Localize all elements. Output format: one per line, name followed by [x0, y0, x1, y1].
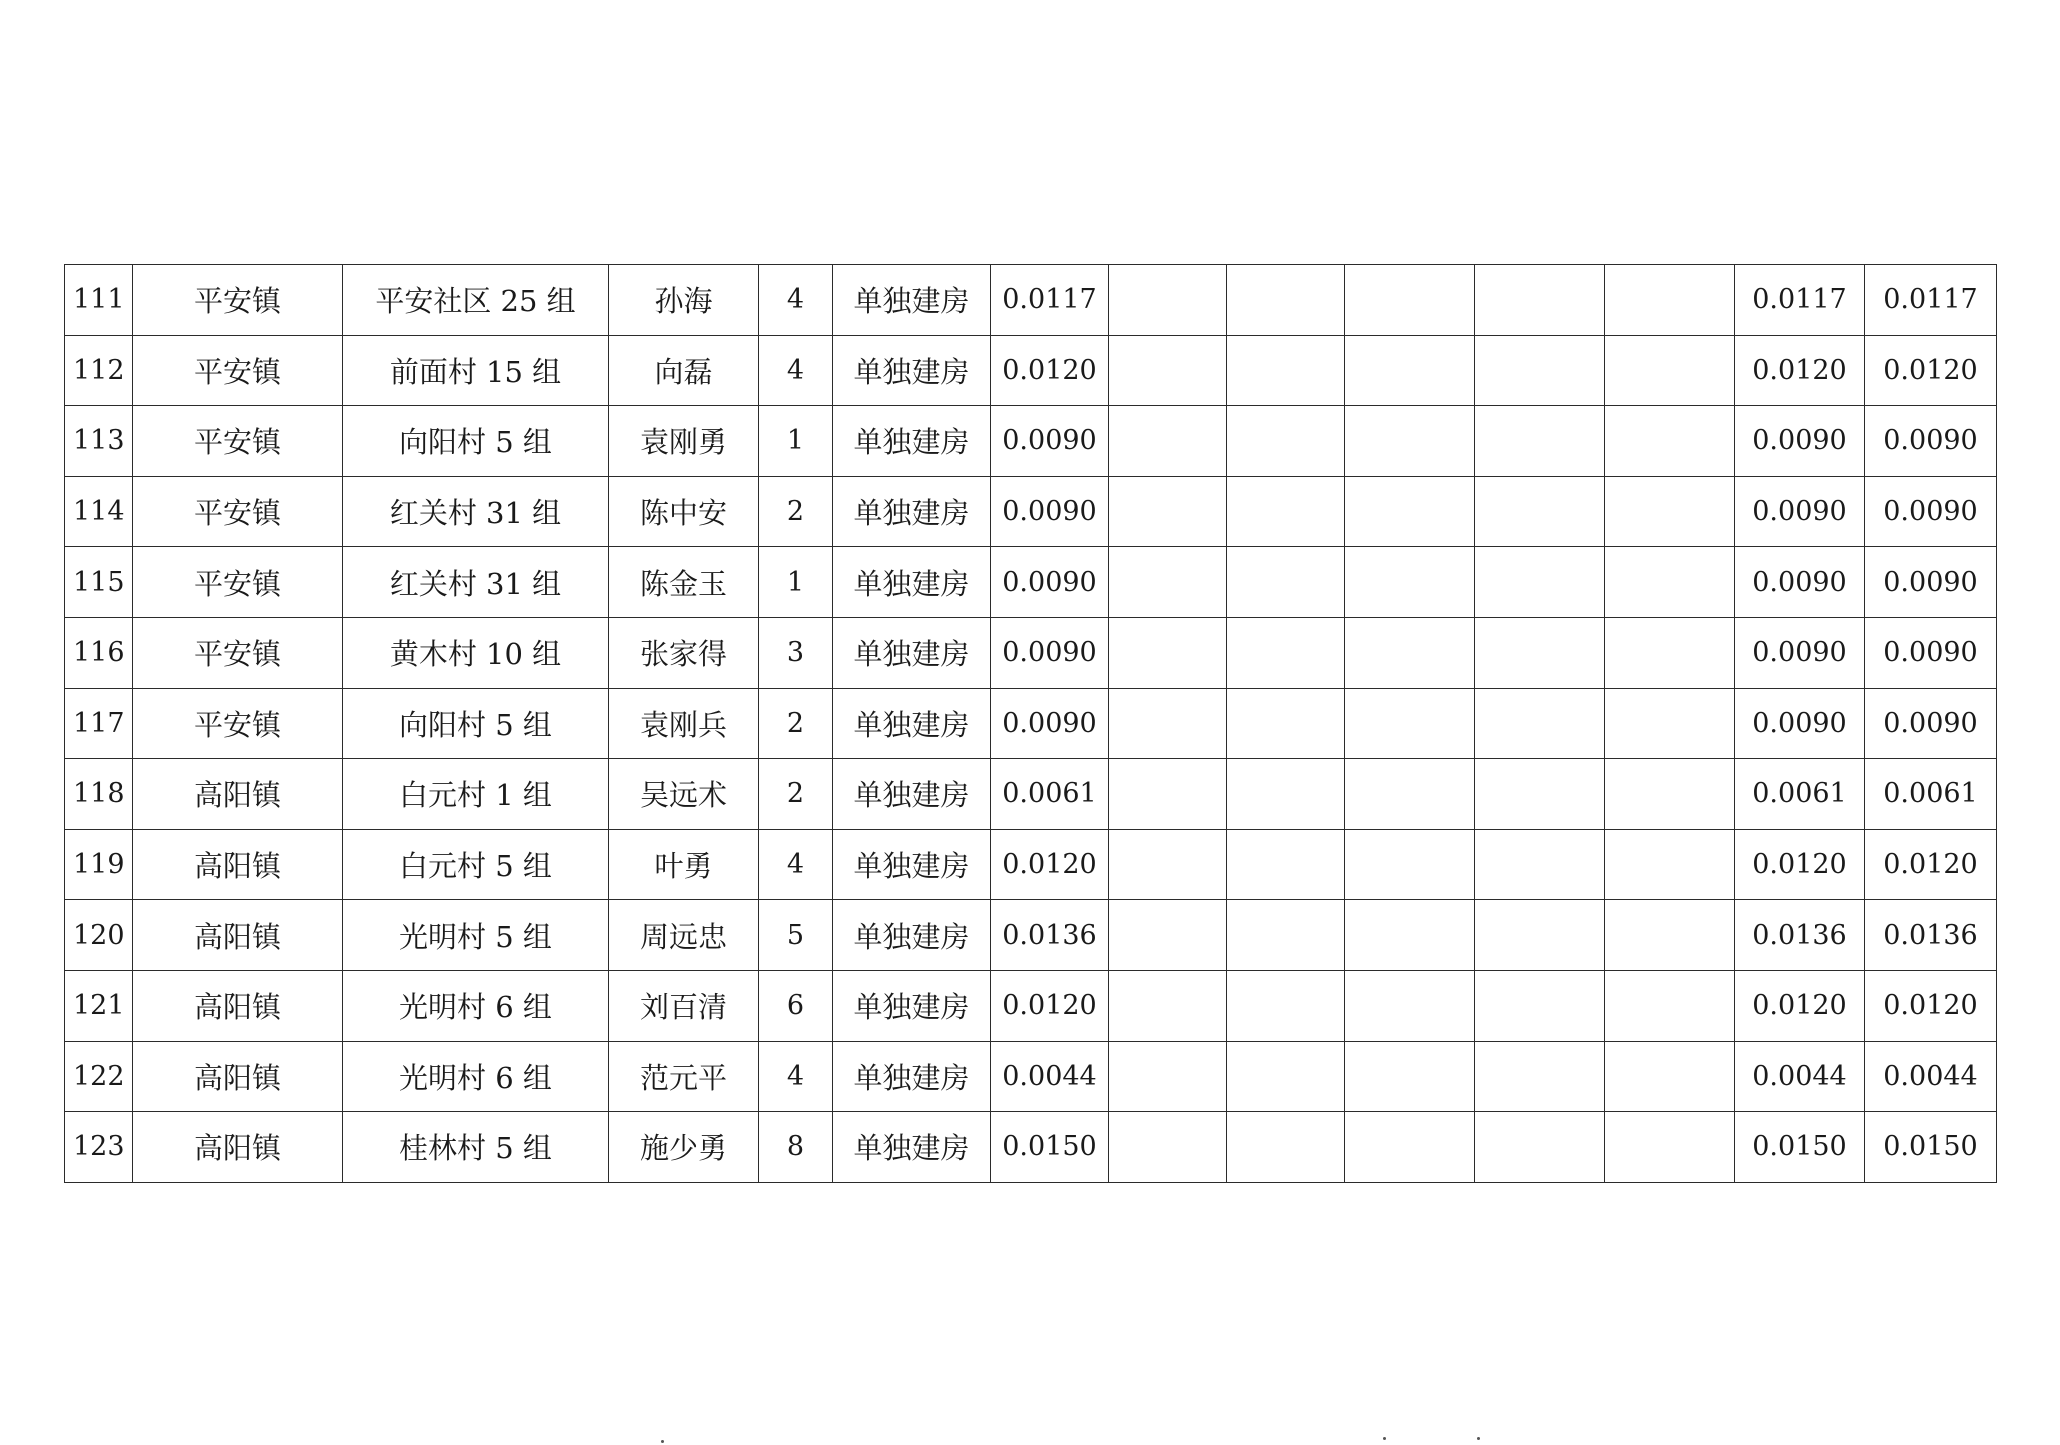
row-number-cell: 117: [65, 688, 133, 759]
household-size-cell: 2: [759, 688, 833, 759]
household-size-cell: 4: [759, 829, 833, 900]
name-cell: 向磊: [609, 335, 759, 406]
blank-cell: [1605, 547, 1735, 618]
total-area-cell: 0.0117: [1865, 265, 1997, 336]
household-size-cell: 4: [759, 265, 833, 336]
blank-cell: [1605, 970, 1735, 1041]
table-row: [65, 759, 1997, 830]
blank-cell: [1227, 476, 1345, 547]
location-cell: 白元村 1 组: [343, 759, 609, 830]
area-cell: 0.0090: [991, 617, 1109, 688]
subtotal-area-cell: 0.0120: [1735, 970, 1865, 1041]
row-number-cell: 114: [65, 476, 133, 547]
blank-cell: [1227, 1041, 1345, 1112]
total-area-cell: 0.0061: [1865, 759, 1997, 830]
town-cell: 高阳镇: [133, 759, 343, 830]
table-row: [65, 406, 1997, 477]
location-cell: 光明村 6 组: [343, 970, 609, 1041]
name-cell: 孙海: [609, 265, 759, 336]
area-cell: 0.0120: [991, 970, 1109, 1041]
scan-speck: [1383, 1437, 1386, 1440]
town-cell: 平安镇: [133, 335, 343, 406]
total-area-cell: 0.0090: [1865, 406, 1997, 477]
subtotal-area-cell: 0.0061: [1735, 759, 1865, 830]
total-area-cell: 0.0120: [1865, 970, 1997, 1041]
blank-cell: [1475, 547, 1605, 618]
name-cell: 张家得: [609, 617, 759, 688]
construction-type-cell: 单独建房: [833, 265, 991, 336]
location-cell: 红关村 31 组: [343, 547, 609, 618]
total-area-cell: 0.0090: [1865, 617, 1997, 688]
location-cell: 光明村 6 组: [343, 1041, 609, 1112]
construction-type-cell: 单独建房: [833, 406, 991, 477]
table-row: [65, 335, 1997, 406]
blank-cell: [1475, 759, 1605, 830]
table-row: [65, 547, 1997, 618]
town-cell: 平安镇: [133, 476, 343, 547]
blank-cell: [1605, 688, 1735, 759]
location-cell: 向阳村 5 组: [343, 406, 609, 477]
household-size-cell: 5: [759, 900, 833, 971]
row-number-cell: 122: [65, 1041, 133, 1112]
area-cell: 0.0044: [991, 1041, 1109, 1112]
name-cell: 陈金玉: [609, 547, 759, 618]
blank-cell: [1345, 829, 1475, 900]
blank-cell: [1345, 406, 1475, 477]
location-cell: 红关村 31 组: [343, 476, 609, 547]
construction-type-cell: 单独建房: [833, 688, 991, 759]
location-cell: 光明村 5 组: [343, 900, 609, 971]
total-area-cell: 0.0120: [1865, 829, 1997, 900]
blank-cell: [1345, 900, 1475, 971]
construction-type-cell: 单独建房: [833, 829, 991, 900]
blank-cell: [1109, 970, 1227, 1041]
area-cell: 0.0120: [991, 335, 1109, 406]
blank-cell: [1475, 1041, 1605, 1112]
blank-cell: [1109, 829, 1227, 900]
construction-type-cell: 单独建房: [833, 970, 991, 1041]
total-area-cell: 0.0044: [1865, 1041, 1997, 1112]
name-cell: 吴远术: [609, 759, 759, 830]
subtotal-area-cell: 0.0090: [1735, 688, 1865, 759]
household-size-cell: 4: [759, 335, 833, 406]
blank-cell: [1109, 406, 1227, 477]
blank-cell: [1227, 688, 1345, 759]
town-cell: 平安镇: [133, 406, 343, 477]
subtotal-area-cell: 0.0090: [1735, 476, 1865, 547]
location-cell: 白元村 5 组: [343, 829, 609, 900]
land-use-table: [64, 264, 1997, 1183]
blank-cell: [1345, 759, 1475, 830]
location-cell: 前面村 15 组: [343, 335, 609, 406]
town-cell: 高阳镇: [133, 829, 343, 900]
row-number-cell: 116: [65, 617, 133, 688]
town-cell: 平安镇: [133, 688, 343, 759]
location-cell: 平安社区 25 组: [343, 265, 609, 336]
table-row: [65, 900, 1997, 971]
row-number-cell: 112: [65, 335, 133, 406]
area-cell: 0.0090: [991, 476, 1109, 547]
area-cell: 0.0090: [991, 688, 1109, 759]
total-area-cell: 0.0120: [1865, 335, 1997, 406]
subtotal-area-cell: 0.0150: [1735, 1112, 1865, 1183]
row-number-cell: 123: [65, 1112, 133, 1183]
blank-cell: [1605, 476, 1735, 547]
household-size-cell: 3: [759, 617, 833, 688]
table-row: [65, 1041, 1997, 1112]
blank-cell: [1605, 1112, 1735, 1183]
construction-type-cell: 单独建房: [833, 1041, 991, 1112]
blank-cell: [1475, 265, 1605, 336]
town-cell: 平安镇: [133, 265, 343, 336]
table-row: [65, 970, 1997, 1041]
blank-cell: [1227, 335, 1345, 406]
blank-cell: [1227, 265, 1345, 336]
blank-cell: [1109, 759, 1227, 830]
row-number-cell: 111: [65, 265, 133, 336]
table-row: [65, 688, 1997, 759]
town-cell: 高阳镇: [133, 900, 343, 971]
blank-cell: [1227, 547, 1345, 618]
area-cell: 0.0090: [991, 406, 1109, 477]
construction-type-cell: 单独建房: [833, 900, 991, 971]
subtotal-area-cell: 0.0117: [1735, 265, 1865, 336]
blank-cell: [1227, 406, 1345, 477]
area-cell: 0.0090: [991, 547, 1109, 618]
blank-cell: [1475, 617, 1605, 688]
blank-cell: [1109, 335, 1227, 406]
town-cell: 平安镇: [133, 617, 343, 688]
row-number-cell: 121: [65, 970, 133, 1041]
name-cell: 施少勇: [609, 1112, 759, 1183]
total-area-cell: 0.0090: [1865, 688, 1997, 759]
total-area-cell: 0.0150: [1865, 1112, 1997, 1183]
construction-type-cell: 单独建房: [833, 476, 991, 547]
blank-cell: [1345, 688, 1475, 759]
table-row: [65, 476, 1997, 547]
subtotal-area-cell: 0.0120: [1735, 829, 1865, 900]
construction-type-cell: 单独建房: [833, 335, 991, 406]
blank-cell: [1109, 900, 1227, 971]
scan-speck: [661, 1440, 664, 1443]
town-cell: 平安镇: [133, 547, 343, 618]
name-cell: 叶勇: [609, 829, 759, 900]
household-size-cell: 2: [759, 476, 833, 547]
blank-cell: [1227, 900, 1345, 971]
blank-cell: [1475, 406, 1605, 477]
name-cell: 周远忠: [609, 900, 759, 971]
blank-cell: [1605, 829, 1735, 900]
area-cell: 0.0061: [991, 759, 1109, 830]
blank-cell: [1475, 829, 1605, 900]
subtotal-area-cell: 0.0090: [1735, 547, 1865, 618]
construction-type-cell: 单独建房: [833, 1112, 991, 1183]
blank-cell: [1345, 265, 1475, 336]
subtotal-area-cell: 0.0090: [1735, 617, 1865, 688]
scan-speck: [1477, 1437, 1480, 1440]
row-number-cell: 115: [65, 547, 133, 618]
table-row: [65, 1112, 1997, 1183]
name-cell: 刘百清: [609, 970, 759, 1041]
blank-cell: [1605, 617, 1735, 688]
subtotal-area-cell: 0.0044: [1735, 1041, 1865, 1112]
blank-cell: [1109, 265, 1227, 336]
area-cell: 0.0150: [991, 1112, 1109, 1183]
name-cell: 袁刚勇: [609, 406, 759, 477]
blank-cell: [1345, 476, 1475, 547]
total-area-cell: 0.0090: [1865, 476, 1997, 547]
name-cell: 陈中安: [609, 476, 759, 547]
blank-cell: [1345, 970, 1475, 1041]
blank-cell: [1227, 970, 1345, 1041]
blank-cell: [1605, 759, 1735, 830]
blank-cell: [1475, 900, 1605, 971]
town-cell: 高阳镇: [133, 1041, 343, 1112]
household-size-cell: 8: [759, 1112, 833, 1183]
area-cell: 0.0136: [991, 900, 1109, 971]
blank-cell: [1227, 759, 1345, 830]
blank-cell: [1475, 688, 1605, 759]
table-row: [65, 617, 1997, 688]
total-area-cell: 0.0090: [1865, 547, 1997, 618]
blank-cell: [1475, 970, 1605, 1041]
blank-cell: [1345, 617, 1475, 688]
household-size-cell: 1: [759, 547, 833, 618]
town-cell: 高阳镇: [133, 1112, 343, 1183]
household-size-cell: 1: [759, 406, 833, 477]
area-cell: 0.0120: [991, 829, 1109, 900]
blank-cell: [1109, 547, 1227, 618]
subtotal-area-cell: 0.0136: [1735, 900, 1865, 971]
construction-type-cell: 单独建房: [833, 617, 991, 688]
household-size-cell: 6: [759, 970, 833, 1041]
table-row: [65, 829, 1997, 900]
blank-cell: [1227, 1112, 1345, 1183]
blank-cell: [1109, 1041, 1227, 1112]
blank-cell: [1227, 829, 1345, 900]
blank-cell: [1605, 265, 1735, 336]
subtotal-area-cell: 0.0120: [1735, 335, 1865, 406]
total-area-cell: 0.0136: [1865, 900, 1997, 971]
blank-cell: [1605, 1041, 1735, 1112]
household-size-cell: 4: [759, 1041, 833, 1112]
blank-cell: [1475, 335, 1605, 406]
name-cell: 袁刚兵: [609, 688, 759, 759]
blank-cell: [1345, 335, 1475, 406]
location-cell: 桂林村 5 组: [343, 1112, 609, 1183]
blank-cell: [1605, 406, 1735, 477]
location-cell: 向阳村 5 组: [343, 688, 609, 759]
table-row: [65, 265, 1997, 336]
blank-cell: [1227, 617, 1345, 688]
blank-cell: [1109, 476, 1227, 547]
blank-cell: [1109, 617, 1227, 688]
name-cell: 范元平: [609, 1041, 759, 1112]
area-cell: 0.0117: [991, 265, 1109, 336]
blank-cell: [1345, 1041, 1475, 1112]
location-cell: 黄木村 10 组: [343, 617, 609, 688]
row-number-cell: 113: [65, 406, 133, 477]
row-number-cell: 119: [65, 829, 133, 900]
subtotal-area-cell: 0.0090: [1735, 406, 1865, 477]
blank-cell: [1345, 547, 1475, 618]
row-number-cell: 118: [65, 759, 133, 830]
construction-type-cell: 单独建房: [833, 547, 991, 618]
blank-cell: [1109, 688, 1227, 759]
blank-cell: [1345, 1112, 1475, 1183]
construction-type-cell: 单独建房: [833, 759, 991, 830]
blank-cell: [1109, 1112, 1227, 1183]
household-size-cell: 2: [759, 759, 833, 830]
blank-cell: [1605, 900, 1735, 971]
row-number-cell: 120: [65, 900, 133, 971]
blank-cell: [1475, 476, 1605, 547]
blank-cell: [1475, 1112, 1605, 1183]
town-cell: 高阳镇: [133, 970, 343, 1041]
blank-cell: [1605, 335, 1735, 406]
